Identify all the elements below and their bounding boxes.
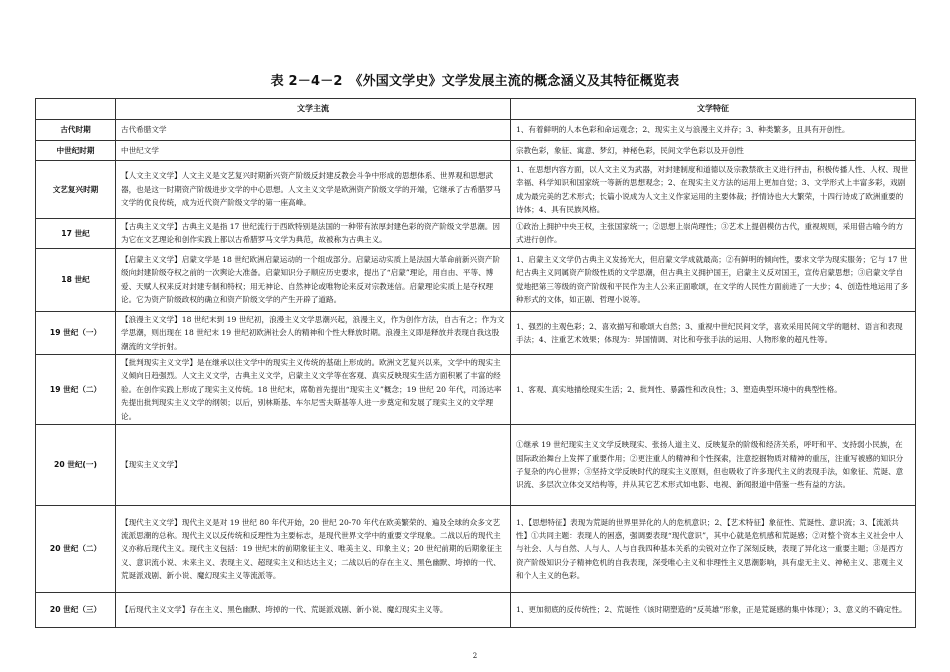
period-cell: 20 世纪（二） [36, 506, 116, 593]
table-row [36, 506, 916, 593]
table-body [36, 99, 916, 628]
table-row [36, 425, 916, 506]
features-cell: 1、【思想特征】表现为荒诞的世界里异化的人的危机意识；2、【艺术特征】象征性、荒诞性、意识流；3、【流派共性】①共同主题：表现人的困惑，强调要表现“现代意识”，其中心就是危机感和荒诞感；②对整个资本主义社会中人与社会、人与自然、人与人、人与自我四种基本关系的尖锐对立作了深刻反映，表现了异化这一重要主题；③是西方资产阶级知识分子精神危机的自我表现，深受唯心主义和非理性主义思潮影响，具有虚无主义、神秘主义、悲观主义和个人主义的色彩。 [511, 506, 916, 593]
mainstream-cell: 中世纪文学 [116, 141, 511, 161]
table-row [36, 311, 916, 354]
table-row [36, 248, 916, 311]
period-cell: 文艺复兴时期 [36, 161, 116, 219]
period-cell: 17 世纪 [36, 219, 116, 249]
mainstream-cell: 【后现代主义文学】存在主义、黑色幽默、垮掉的一代、荒诞派戏剧、新小说、魔幻现实主义等。 [116, 593, 511, 628]
period-cell: 中世纪时期 [36, 141, 116, 161]
period-cell: 18 世纪 [36, 248, 116, 311]
mainstream-cell: 【批判现实主义文学】是在继承以往文学中的现实主义传统的基础上形成的。欧洲文艺复兴以来，文学中的现实主义倾向日趋强烈。人文主义文学，古典主义文学，启蒙主义文学等在客观、真实反映现实生活方面积累了丰富的经验。在创作实践上形成了现实主义传统。18 世纪末，席勒首先提出“现实主义”概念；19 世纪 20 年代，司汤达率先提出批判现实主义文学的纲领；以后，别林斯基、车尔尼雪夫斯基等人进一步奠定和发展了现实主义的文学理论。 [116, 355, 511, 425]
header-period [36, 99, 116, 120]
header-row [36, 99, 916, 120]
features-cell: 1、强烈的主观色彩；2、喜欢描写和歌颂大自然；3、重视中世纪民间文学，喜欢采用民间文学的题材、语言和表现手法；4、注重艺术效果；体现为：异国情调、对比和夸张手法的运用、人物形象的超凡性等。 [511, 311, 916, 354]
table-row [36, 120, 916, 141]
page-number: 2 [472, 652, 478, 660]
header-features: 文学特征 [511, 99, 916, 120]
features-cell: ①政治上拥护中央王权，主张国家统一；②思想上崇尚理性；③艺术上提倡模仿古代，重视规则，采用借古喻今的方式进行创作。 [511, 219, 916, 249]
header-mainstream: 文学主流 [116, 99, 511, 120]
table-row [36, 141, 916, 161]
mainstream-cell: 【人文主义文学】人文主义是文艺复兴时期新兴资产阶级反封建反教会斗争中形成的思想体系、世界观和思想武器，也是这一时期资产阶级进步文学的中心思想。人文主义文学是欧洲资产阶级文学的开端，它继承了古希腊罗马文学的优良传统，成为近代资产阶级文学的第一座高峰。 [116, 161, 511, 219]
table-row [36, 161, 916, 219]
features-cell: 1、客观、真实地描绘现实生活；2、批判性、暴露性和改良性；3、塑造典型环境中的典型性格。 [511, 355, 916, 425]
mainstream-cell: 【古典主义文学】古典主义是指 17 世纪流行于西欧特别是法国的一种带有浓厚封建色彩的资产阶级文学思潮。因为它在文艺理论和创作实践上都以古希腊罗马文学为典范，故被称为古典主义。 [116, 219, 511, 249]
period-cell: 19 世纪（一） [36, 311, 116, 354]
table-row [36, 219, 916, 249]
mainstream-cell: 【现实主义文学】 [116, 425, 511, 506]
features-cell: 1、启蒙主义文学仍古典主义发扬光大，但启蒙文学成就最高；②有鲜明的倾向性，要求文学为现实服务；它与 17 世纪古典主义同属资产阶级性质的文学思潮，但古典主义拥护国王，启蒙主义反对国王，宣传启蒙思想；③启蒙文学自觉地把第三等级的资产阶级和平民作为主人公来正面歌颂，在文学的人民性方面前进了一大步；4、创造性地运用了多种形式的文体，如正剧、哲理小说等。 [511, 248, 916, 311]
features-cell: 宗教色彩，象征、寓意、梦幻，神秘色彩，民间文学色彩以及开创性 [511, 141, 916, 161]
table-row [36, 355, 916, 425]
features-cell: 1、有着鲜明的人本色彩和命运观念；2、现实主义与浪漫主义并存；3、种类繁多，且具有开创性。 [511, 120, 916, 141]
mainstream-cell: 【现代主义文学】现代主义是对 19 世纪 80 年代开始，20 世纪 20-70 年代在欧美繁荣的、遍及全球的众多文艺流派思潮的总称。现代主义以反传统和反理性为主要标志，是现代世界文学中的重要文学现象。二战以后的现代主义亦称后现代主义。现代主义包括：19 世纪末的前期象征主义、唯美主义、印象主义；20 世纪前期的后期象征主义、意识流小说、未来主义、表现主义、超现实主义和达达主义；二战以后的存在主义、黑色幽默、垮掉的一代、荒诞派戏剧、新小说、魔幻现实主义等流派等。 [116, 506, 511, 593]
period-cell: 19 世纪（二） [36, 355, 116, 425]
features-cell: 1、更加彻底的反传统性；2、荒诞性（该时期塑造的“反英雄”形象，正是荒诞感的集中体现）；3、意义的不确定性。 [511, 593, 916, 628]
mainstream-cell: 古代希腊文学 [116, 120, 511, 141]
period-cell: 古代时期 [36, 120, 116, 141]
period-cell: 20 世纪(一) [36, 425, 116, 506]
period-cell: 20 世纪（三） [36, 593, 116, 628]
features-cell: 1、在思想内容方面，以人文主义为武器，对封建制度和道德以及宗教禁欲主义进行抨击，积极传播人性、人权、现世幸福、科学知识和国家统一等新的思想观念；2、在现实主义方法的运用上更加自觉；3、文学形式上丰富多彩，戏剧成为最完美的艺术形式；长篇小说成为人文主义作家运用的主要体裁；抒情诗也大大繁荣，十四行诗成了欧洲重要的诗体；4、具有民族风格。 [511, 161, 916, 219]
overview-table [35, 98, 916, 628]
mainstream-cell: 【浪漫主义文学】18 世纪末到 19 世纪初，浪漫主义文学思潮兴起，浪漫主义，作为创作方法，自古有之；作为文学思潮，则出现在 18 世纪末 19 世纪初欧洲社会人的精神和个性大释放时期。浪漫主义即是释放并表现自我这股潮流的文学折射。 [116, 311, 511, 354]
page-title: 表 2－4－2 《外国文学史》文学发展主流的概念涵义及其特征概览表 [270, 74, 680, 89]
mainstream-cell: 【启蒙主义文学】启蒙文学是 18 世纪欧洲启蒙运动的一个组成部分。启蒙运动实质上是法国大革命前新兴资产阶级向封建阶级夺权之前的一次舆论大准备。启蒙知识分子顺应历史要求，提出了“启蒙”理论，用自由、平等、博爱、天赋人权来反对封建专制和特权；用无神论、自然神论或唯物论来反对宗教迷信。启蒙理论实质上是夺权理论。它为资产阶级政权的确立和资产阶级文学的产生开辟了道路。 [116, 248, 511, 311]
features-cell: ①继承 19 世纪现实主义文学反映现实、张扬人道主义、反映复杂的阶级和经济关系，呼吁和平、支持弱小民族，在国际政治舞台上发挥了重要作用；②更注重人的精神和个性探索，注意挖掘物质对精神的重压，注重写被感的知识分子复杂的内心世界；③坚持文学反映时代的现实主义原则，但也吸收了许多现代主义的表现手法，如象征、荒诞、意识流、多层次立体交叉结构等，并从其它艺术形式如电影、电视、新闻报道中借鉴一些有益的方法。 [511, 425, 916, 506]
table-row [36, 593, 916, 628]
